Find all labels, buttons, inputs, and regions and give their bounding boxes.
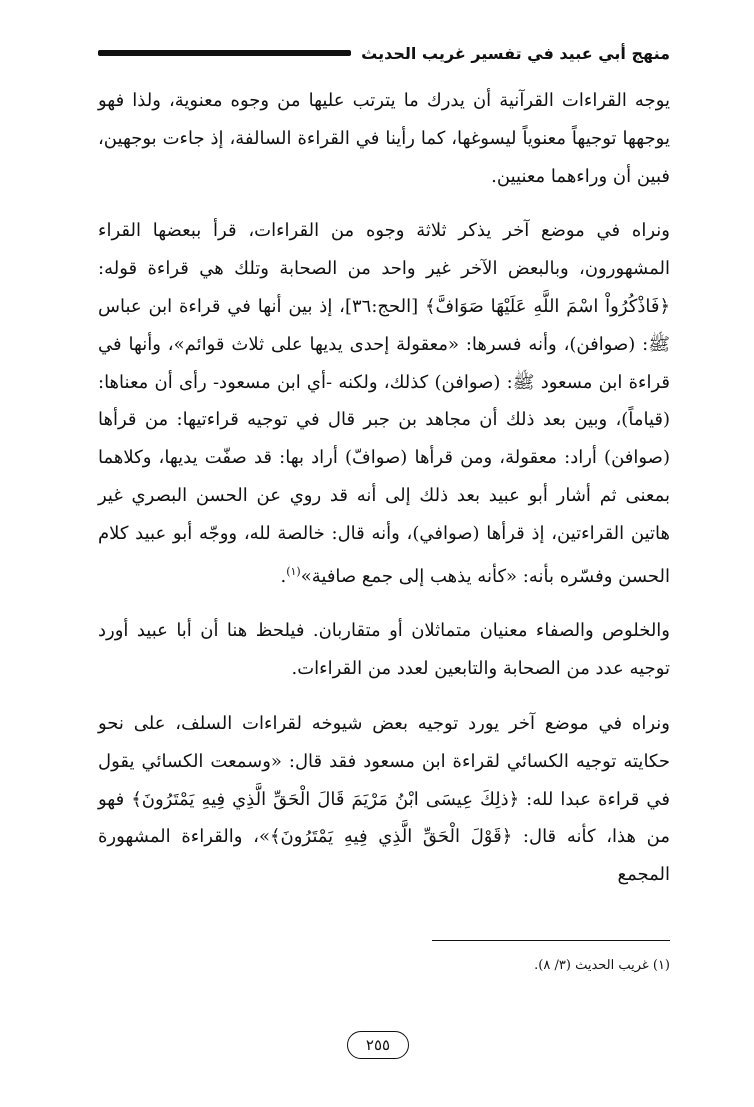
footnote: (١) غريب الحديث (٣/ ٨). — [534, 958, 670, 973]
paragraph-2-end: . — [280, 565, 287, 587]
paragraph-2 — [98, 212, 670, 595]
body-text — [98, 82, 670, 894]
running-header — [98, 38, 670, 68]
footnote-separator — [432, 940, 670, 941]
header-rule — [98, 50, 351, 56]
paragraph-1: يوجه القراءات القرآنية أن يدرك ما يترتب عليها من وجوه معنوية، ولذا فهو يوجهها توجيهاً معنوياً ليسوغها، كما رأينا في القراءة السالفة، إذ جاءت بوجهين، فبين أن وراءهما معنيين. — [98, 90, 670, 187]
paragraph-3: والخلوص والصفاء معنيان متماثلان أو متقاربان. فيلحظ هنا أن أبا عبيد أورد توجيه عدد من الصحابة والتابعين لعدد من القراءات. — [98, 620, 670, 680]
paragraph-2-text: ونراه في موضع آخر يذكر ثلاثة وجوه من القراءات، قرأ ببعضها القراء المشهورون، وبالبعض الآخر غير واحد من الصحابة وتلك هي قراءة قوله: ﴿فَاذْكُرُواْ اسْمَ اللَّهِ عَلَيْهَا صَوَافَّ﴾ [الحج:٣٦]، إذ بين أنها في قراءة ابن عباس ﷺ: (صوافن)، وأنه فسرها: «معقولة إحدى يديها على ثلاث قوائم»، وأنها في قراءة ابن مسعود ﷺ: (صوافن) كذلك، ولكنه -أي ابن مسعود- رأى أن معناها:(قياماً)، وبين بعد ذلك أن مجاهد بن جبر قال في توجيه قراءتيها: من قرأها (صوافن) أراد: معقولة، ومن قرأها (صوافّ) أراد بها: قد صفّت يديها، وكلاهما بمعنى ثم أشار أبو عبيد بعد ذلك إلى أنه قد روي عن الحسن البصري غير هاتين القراءتين، إذ قرأها (صوافي)، وأنه قال: خالصة لله، ووجّه أبو عبيد كلام الحسن وفسّره بأنه: «كأنه يذهب إلى جمع صافية» — [98, 220, 670, 587]
page-number — [347, 1031, 409, 1059]
running-header-title: منهج أبي عبيد في تفسير غريب الحديث — [361, 43, 670, 63]
page-number-text: ٢٥٥ — [365, 1036, 391, 1054]
footnote-reference: (١) — [286, 564, 301, 578]
paragraph-4: ونراه في موضع آخر يورد توجيه بعض شيوخه لقراءات السلف، على نحو حكايته توجيه الكسائي لقراءة ابن مسعود فقد قال: «وسمعت الكسائي يقول في قراءة عبدا لله: ﴿ذلِكَ عِيسَى ابْنُ مَرْيَمَ قَالَ الْحَقِّ الَّذِي فِيهِ يَمْتَرُونَ﴾ فهو من هذا، كأنه قال: ﴿قَوْلَ الْحَقِّ الَّذِي فِيهِ يَمْتَرُونَ﴾»، والقراءة المشهورة المجمع — [98, 712, 670, 886]
